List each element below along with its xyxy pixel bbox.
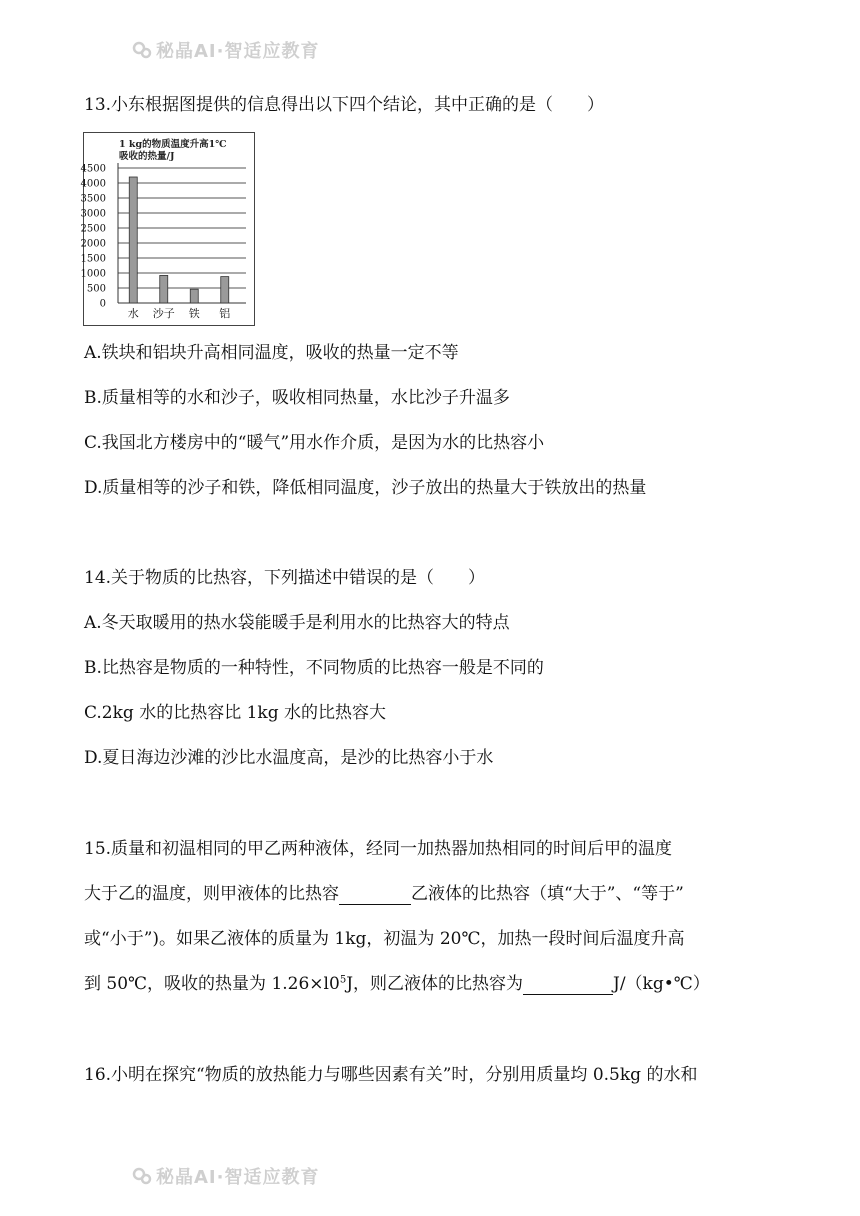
q15-line-4-c: J/（kg•℃）: [613, 974, 710, 994]
q15-line-2: [84, 883, 684, 905]
watermark-logo-icon: [132, 40, 152, 60]
y-tick-label: 500: [86, 283, 106, 295]
y-tick-label: 1500: [80, 253, 106, 265]
watermark-logo-icon: [132, 1166, 152, 1186]
bar-2: [190, 289, 198, 303]
q15-line-2-a: 大于乙的温度，则甲液体的比热容: [84, 884, 339, 904]
y-tick-label: 3000: [80, 208, 106, 220]
specific-heat-bar-chart: [80, 132, 255, 326]
y-tick-label: 3500: [80, 193, 106, 205]
q15-line-4-a: 到 50℃，吸收的热量为 1.26×l0: [84, 974, 340, 994]
q13-option-b: B.质量相等的水和沙子，吸收相同热量，水比沙子升温多: [84, 388, 510, 408]
q14-stem: 14.关于物质的比热容，下列描述中错误的是（ ）: [84, 568, 486, 588]
q15-answer-blank-2[interactable]: [523, 976, 613, 995]
q15-line-1: 15.质量和初温相同的甲乙两种液体，经同一加热器加热相同的时间后甲的温度: [84, 839, 673, 859]
q13-option-c: C.我国北方楼房中的“暖气”用水作介质，是因为水的比热容小: [84, 433, 545, 453]
q13-stem: 13.小东根据图提供的信息得出以下四个结论，其中正确的是（ ）: [84, 95, 605, 115]
watermark-text: 秘晶AI·智适应教育: [156, 1167, 320, 1188]
x-tick-label: 沙子: [152, 307, 175, 320]
bar-0: [129, 177, 137, 303]
x-tick-label: 铝: [219, 307, 231, 320]
bar-3: [221, 277, 229, 303]
y-tick-label: 1000: [80, 268, 106, 280]
q15-line-4-b: J，则乙液体的比热容为: [346, 974, 524, 994]
q14-option-c: C.2kg 水的比热容比 1kg 水的比热容大: [84, 703, 387, 723]
q15-exponent: 5: [339, 974, 347, 986]
watermark-bottom: [132, 1163, 319, 1189]
y-tick-label: 2500: [80, 223, 106, 235]
y-tick-label: 4000: [80, 178, 106, 190]
q15-line-3: 或“小于”)。如果乙液体的质量为 1kg，初温为 20℃，加热一段时间后温度升高: [84, 929, 685, 949]
q15-answer-blank-1[interactable]: [339, 886, 411, 905]
q16-line-1: 16.小明在探究“物质的放热能力与哪些因素有关”时，分别用质量均 0.5kg 的水和: [84, 1065, 698, 1085]
q14-option-a: A.冬天取暖用的热水袋能暖手是利用水的比热容大的特点: [84, 613, 510, 633]
q15-line-4: [84, 973, 710, 995]
q13-option-a: A.铁块和铝块升高相同温度，吸收的热量一定不等: [84, 343, 459, 363]
y-tick-label: 2000: [80, 238, 106, 250]
q13-option-d: D.质量相等的沙子和铁，降低相同温度，沙子放出的热量大于铁放出的热量: [84, 478, 647, 498]
watermark-text: 秘晶AI·智适应教育: [156, 41, 320, 62]
y-tick-label: 4500: [80, 163, 106, 175]
chart-title-line: 吸收的热量/J: [119, 151, 175, 162]
bar-1: [160, 275, 168, 303]
y-tick-label: 0: [99, 298, 106, 310]
q15-line-2-b: 乙液体的比热容（填“大于”、“等于”: [411, 884, 684, 904]
q14-option-d: D.夏日海边沙滩的沙比水温度高，是沙的比热容小于水: [84, 748, 494, 768]
x-tick-label: 铁: [188, 307, 200, 320]
x-tick-label: 水: [127, 307, 139, 320]
watermark-top: [132, 37, 319, 63]
chart-svg: [80, 133, 254, 325]
chart-title-line: 1 kg的物质温度升高1℃: [119, 139, 227, 150]
q14-option-b: B.比热容是物质的一种特性，不同物质的比热容一般是不同的: [84, 658, 544, 678]
